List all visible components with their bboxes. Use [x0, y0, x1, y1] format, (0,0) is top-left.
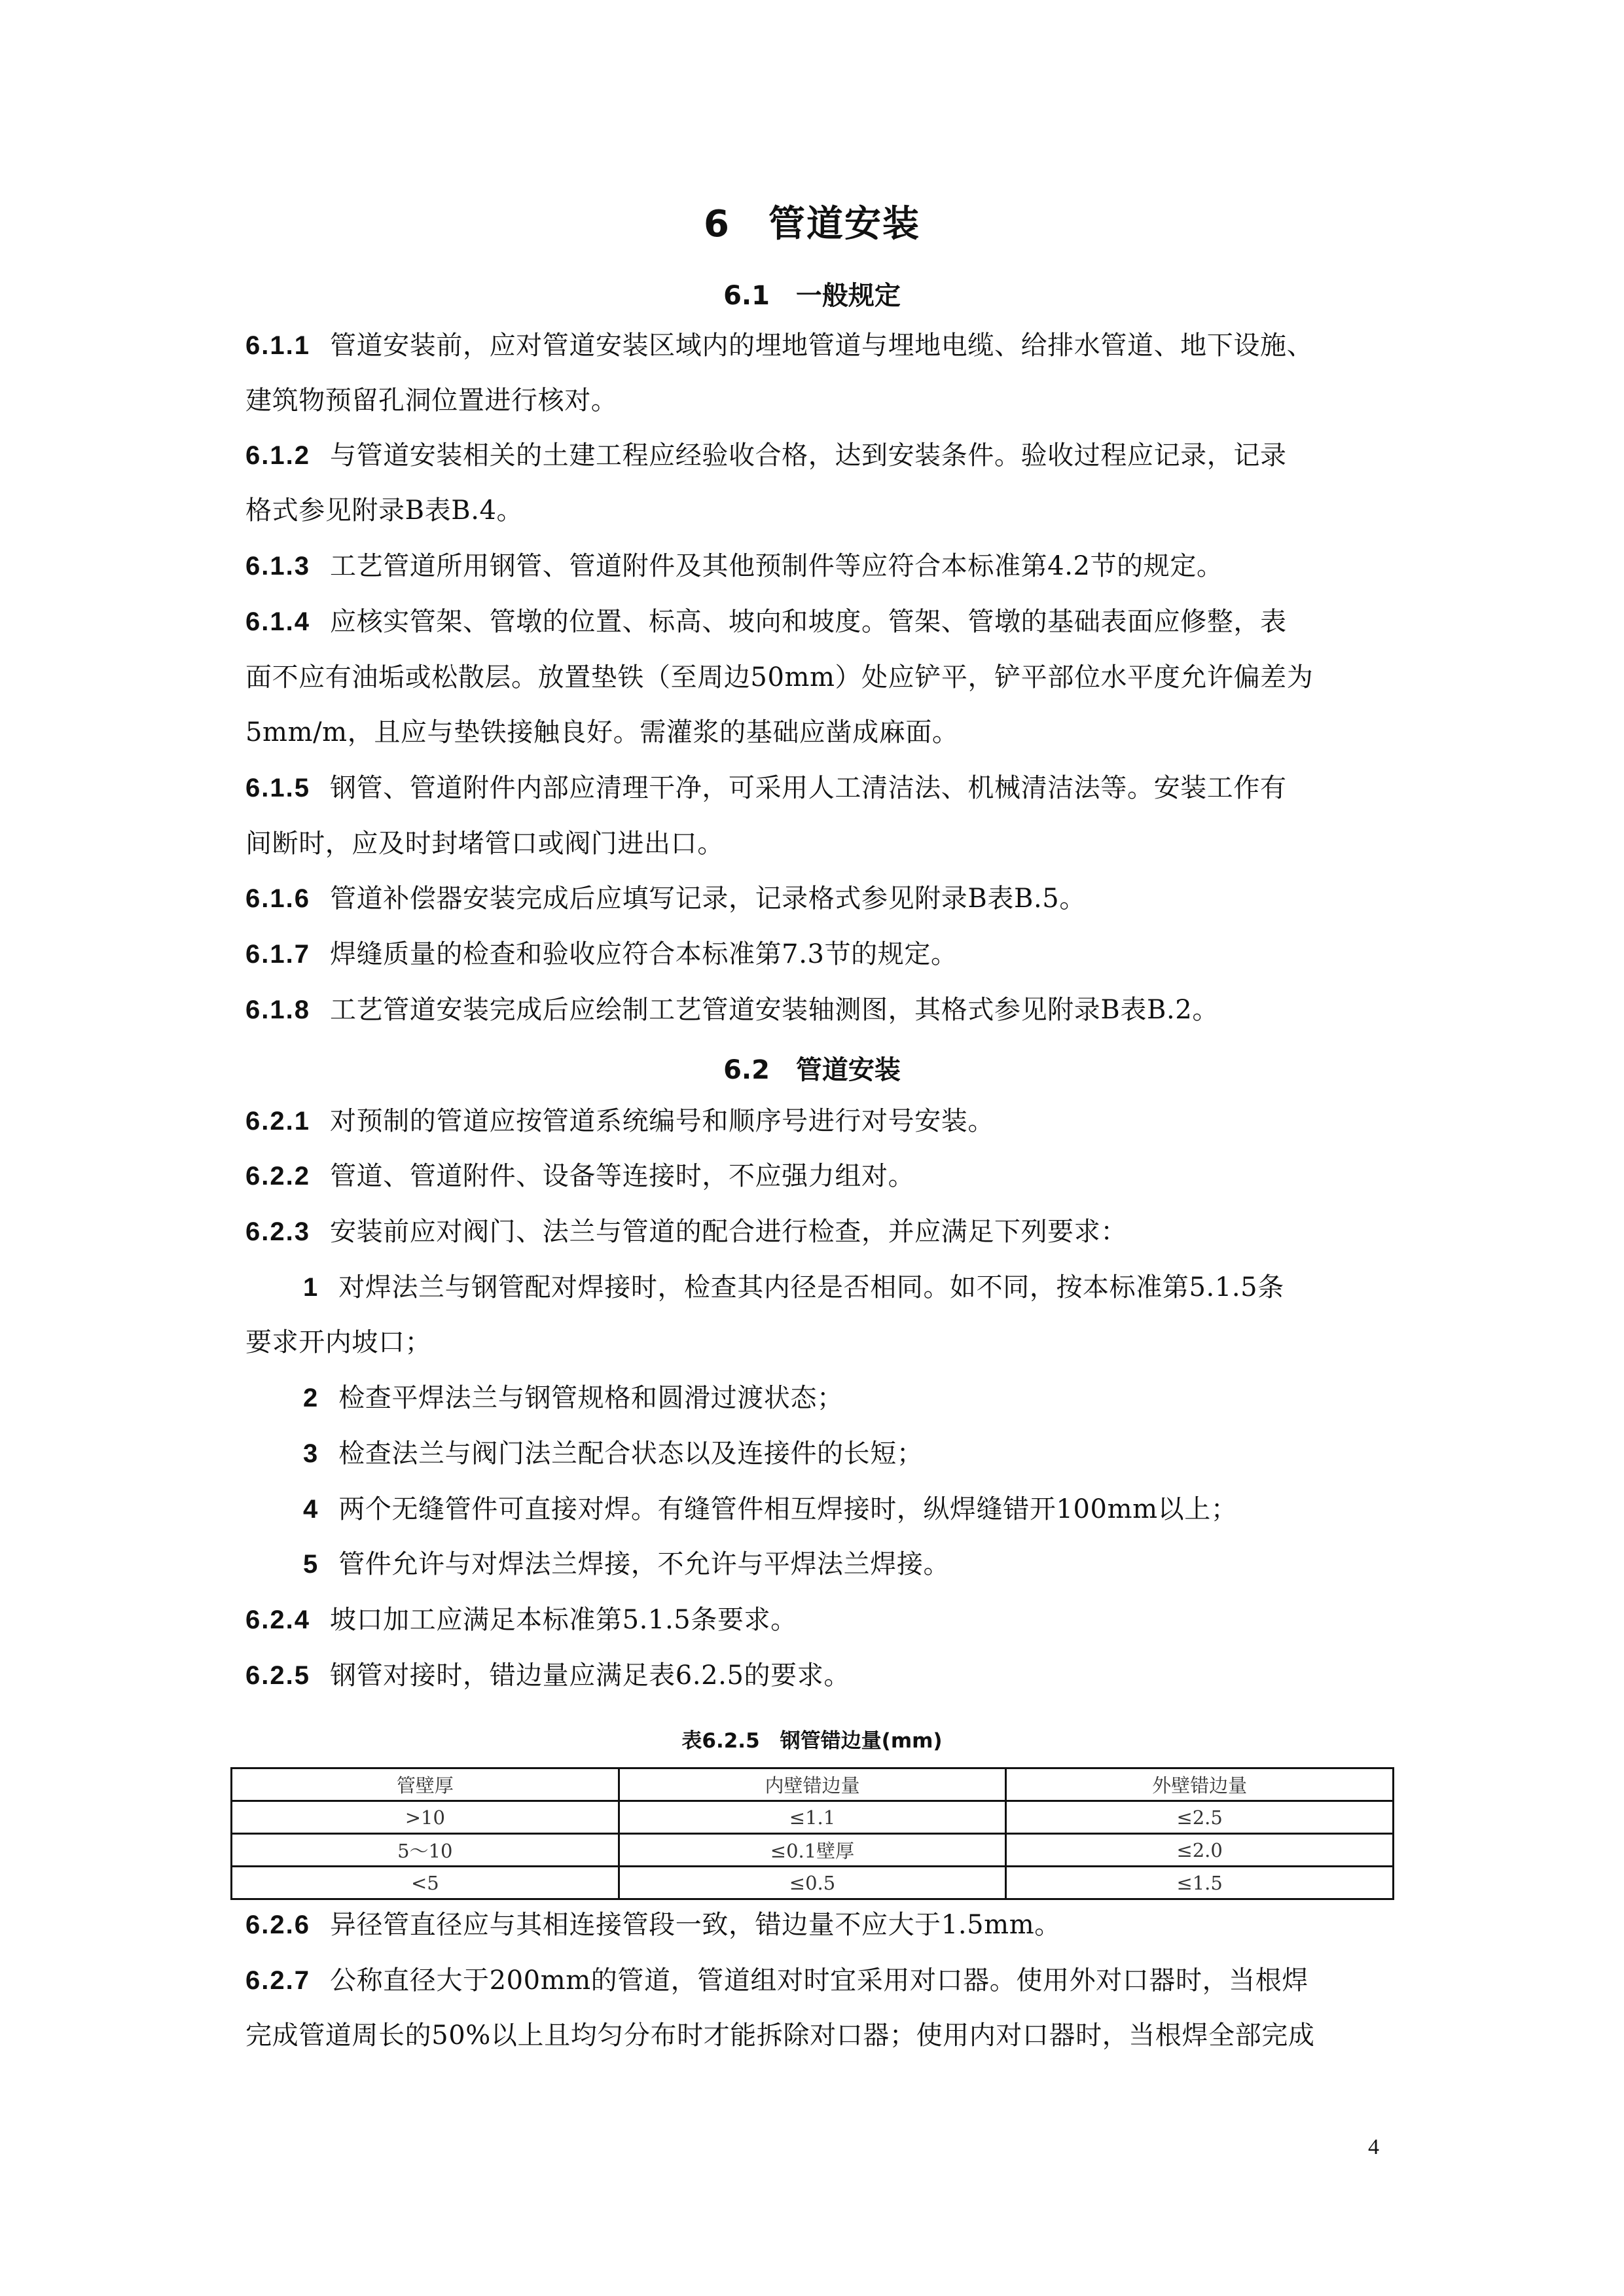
- clause-line: [245, 1964, 1384, 1997]
- clause-number: 6.2.2: [245, 1162, 310, 1191]
- list-item-text: 检查平焊法兰与钢管规格和圆滑过渡状态；: [338, 1383, 844, 1413]
- table-cell: ≤1.5: [1006, 1867, 1394, 1899]
- table-row: [232, 1834, 1394, 1867]
- table-cell: ≤2.0: [1006, 1834, 1394, 1867]
- list-item-text: 对焊法兰与钢管配对焊接时，检查其内径是否相同。如不同，按本标准第5.1.5条: [338, 1272, 1284, 1302]
- clause-line: [245, 772, 1384, 804]
- clause-number: 6.2.6: [245, 1910, 310, 1939]
- clause-text: 管道安装前，应对管道安装区域内的埋地管道与埋地电缆、给排水管道、地下设施、: [329, 331, 1314, 361]
- list-item-line: [303, 1382, 1442, 1414]
- list-item-line: [303, 1493, 1442, 1526]
- clause-text: 管道补偿器安装完成后应填写记录，记录格式参见附录B表B.5。: [329, 884, 1086, 914]
- list-item-text: 要求开内坡口；: [245, 1327, 432, 1357]
- clause-number: 6.2.1: [245, 1107, 310, 1136]
- clause-text: 应核实管架、管墩的位置、标高、坡向和坡度。管架、管墩的基础表面应修整，表: [329, 607, 1287, 637]
- clause-line: [245, 1215, 1384, 1248]
- table-header-row: [232, 1768, 1394, 1801]
- clause-number: 6.1.3: [245, 552, 310, 581]
- clause-line: [245, 494, 1384, 527]
- clause-text: 对预制的管道应按管道系统编号和顺序号进行对号安装。: [329, 1106, 994, 1136]
- table-cell: <5: [232, 1867, 619, 1899]
- clause-text: 异径管直径应与其相连接管段一致，错边量不应大于1.5mm。: [329, 1910, 1061, 1940]
- table-caption: 表6.2.5 钢管错边量(mm): [681, 1729, 943, 1753]
- clause-text: 间断时，应及时封堵管口或阀门进出口。: [245, 829, 724, 859]
- clause-number: 6.1.2: [245, 441, 310, 470]
- table-cell: ≤0.5: [619, 1867, 1006, 1899]
- clause-number: 6.2.7: [245, 1966, 310, 1995]
- clause-number: 6.1.4: [245, 607, 310, 636]
- clause-text: 管道、管道附件、设备等连接时，不应强力组对。: [329, 1161, 915, 1191]
- clause-line: [245, 994, 1384, 1026]
- table-cell: >10: [232, 1801, 619, 1834]
- list-item-line: [303, 1548, 1442, 1581]
- clause-number: 6.1.5: [245, 774, 310, 802]
- section-heading-6-1: 6.1 一般规定: [723, 281, 901, 311]
- clause-text: 完成管道周长的50%以上且均匀分布时才能拆除对口器；使用内对口器时，当根焊全部完成: [245, 2020, 1315, 2051]
- clause-line: [245, 2019, 1384, 2052]
- clause-number: 6.2.5: [245, 1661, 310, 1690]
- clause-number: 6.1.6: [245, 884, 310, 913]
- clause-text: 安装前应对阀门、法兰与管道的配合进行检查，并应满足下列要求：: [329, 1217, 1127, 1247]
- table-cell: ≤2.5: [1006, 1801, 1394, 1834]
- list-item-number: 5: [303, 1550, 319, 1579]
- list-item-number: 1: [303, 1273, 319, 1302]
- clause-line: [245, 329, 1384, 362]
- clause-text: 与管道安装相关的土建工程应经验收合格，达到安装条件。验收过程应记录，记录: [329, 440, 1287, 471]
- list-item-number: 3: [303, 1439, 319, 1468]
- clause-number: 6.1.7: [245, 940, 310, 969]
- clause-text: 钢管、管道附件内部应清理干净，可采用人工清洁法、机械清洁法等。安装工作有: [329, 773, 1287, 803]
- list-item-line: [303, 1437, 1442, 1470]
- clause-text: 面不应有油垢或松散层。放置垫铁（至周边50mm）处应铲平，铲平部位水平度允许偏差为: [245, 662, 1314, 692]
- clause-line: [245, 1659, 1384, 1692]
- clause-number: 6.1.1: [245, 331, 310, 360]
- list-item-line: [303, 1271, 1442, 1304]
- clause-line: [245, 882, 1384, 915]
- clause-line: [245, 1105, 1384, 1138]
- clause-text: 焊缝质量的检查和验收应符合本标准第7.3节的规定。: [329, 939, 958, 969]
- table-cell: ≤0.1壁厚: [619, 1834, 1006, 1867]
- clause-text: 工艺管道所用钢管、管道附件及其他预制件等应符合本标准第4.2节的规定。: [329, 551, 1223, 581]
- table-header-cell: 内壁错边量: [619, 1768, 1006, 1801]
- table-row: [232, 1801, 1394, 1834]
- clause-line: [245, 716, 1384, 749]
- table-header-cell: 外壁错边量: [1006, 1768, 1394, 1801]
- clause-text: 5mm/m，且应与垫铁接触良好。需灌浆的基础应凿成麻面。: [245, 717, 959, 747]
- clause-line: [245, 605, 1384, 638]
- clause-text: 钢管对接时，错边量应满足表6.2.5的要求。: [329, 1660, 850, 1691]
- clause-text: 工艺管道安装完成后应绘制工艺管道安装轴测图，其格式参见附录B表B.2。: [329, 995, 1219, 1025]
- list-item-text: 检查法兰与阀门法兰配合状态以及连接件的长短；: [338, 1439, 924, 1469]
- table-cell: ≤1.1: [619, 1801, 1006, 1834]
- clause-text: 坡口加工应满足本标准第5.1.5条要求。: [329, 1605, 797, 1635]
- clause-number: 6.2.4: [245, 1605, 310, 1634]
- clause-line: [245, 550, 1384, 583]
- clause-text: 公称直径大于200mm的管道，管道组对时宜采用对口器。使用外对口器时，当根焊: [329, 1965, 1308, 1996]
- chapter-title: 6 管道安装: [704, 203, 920, 245]
- clause-text: 格式参见附录B表B.4。: [245, 495, 524, 526]
- clause-line: [245, 1909, 1384, 1941]
- clause-line: [245, 661, 1384, 694]
- section-heading-6-2: 6.2 管道安装: [723, 1055, 901, 1085]
- table-row: [232, 1867, 1394, 1899]
- table-cell: 5～10: [232, 1834, 619, 1867]
- clause-line: [245, 439, 1384, 472]
- clause-line: [245, 1604, 1384, 1636]
- clause-line: [245, 384, 1384, 417]
- clause-line: [245, 938, 1384, 971]
- list-item-number: 4: [303, 1495, 319, 1524]
- list-item-text: 两个无缝管件可直接对焊。有缝管件相互焊接时，纵焊缝错开100mm以上；: [338, 1494, 1238, 1524]
- list-item-text: 管件允许与对焊法兰焊接，不允许与平焊法兰焊接。: [338, 1549, 950, 1579]
- clause-line: [245, 827, 1384, 860]
- table-header-cell: 管壁厚: [232, 1768, 619, 1801]
- misalignment-table: [230, 1767, 1394, 1900]
- clause-text: 建筑物预留孔洞位置进行核对。: [245, 386, 618, 416]
- page-number: 4: [1368, 2135, 1379, 2159]
- list-item-line: [245, 1326, 1384, 1359]
- list-item-number: 2: [303, 1384, 319, 1412]
- clause-line: [245, 1160, 1384, 1193]
- clause-number: 6.1.8: [245, 996, 310, 1024]
- clause-number: 6.2.3: [245, 1217, 310, 1246]
